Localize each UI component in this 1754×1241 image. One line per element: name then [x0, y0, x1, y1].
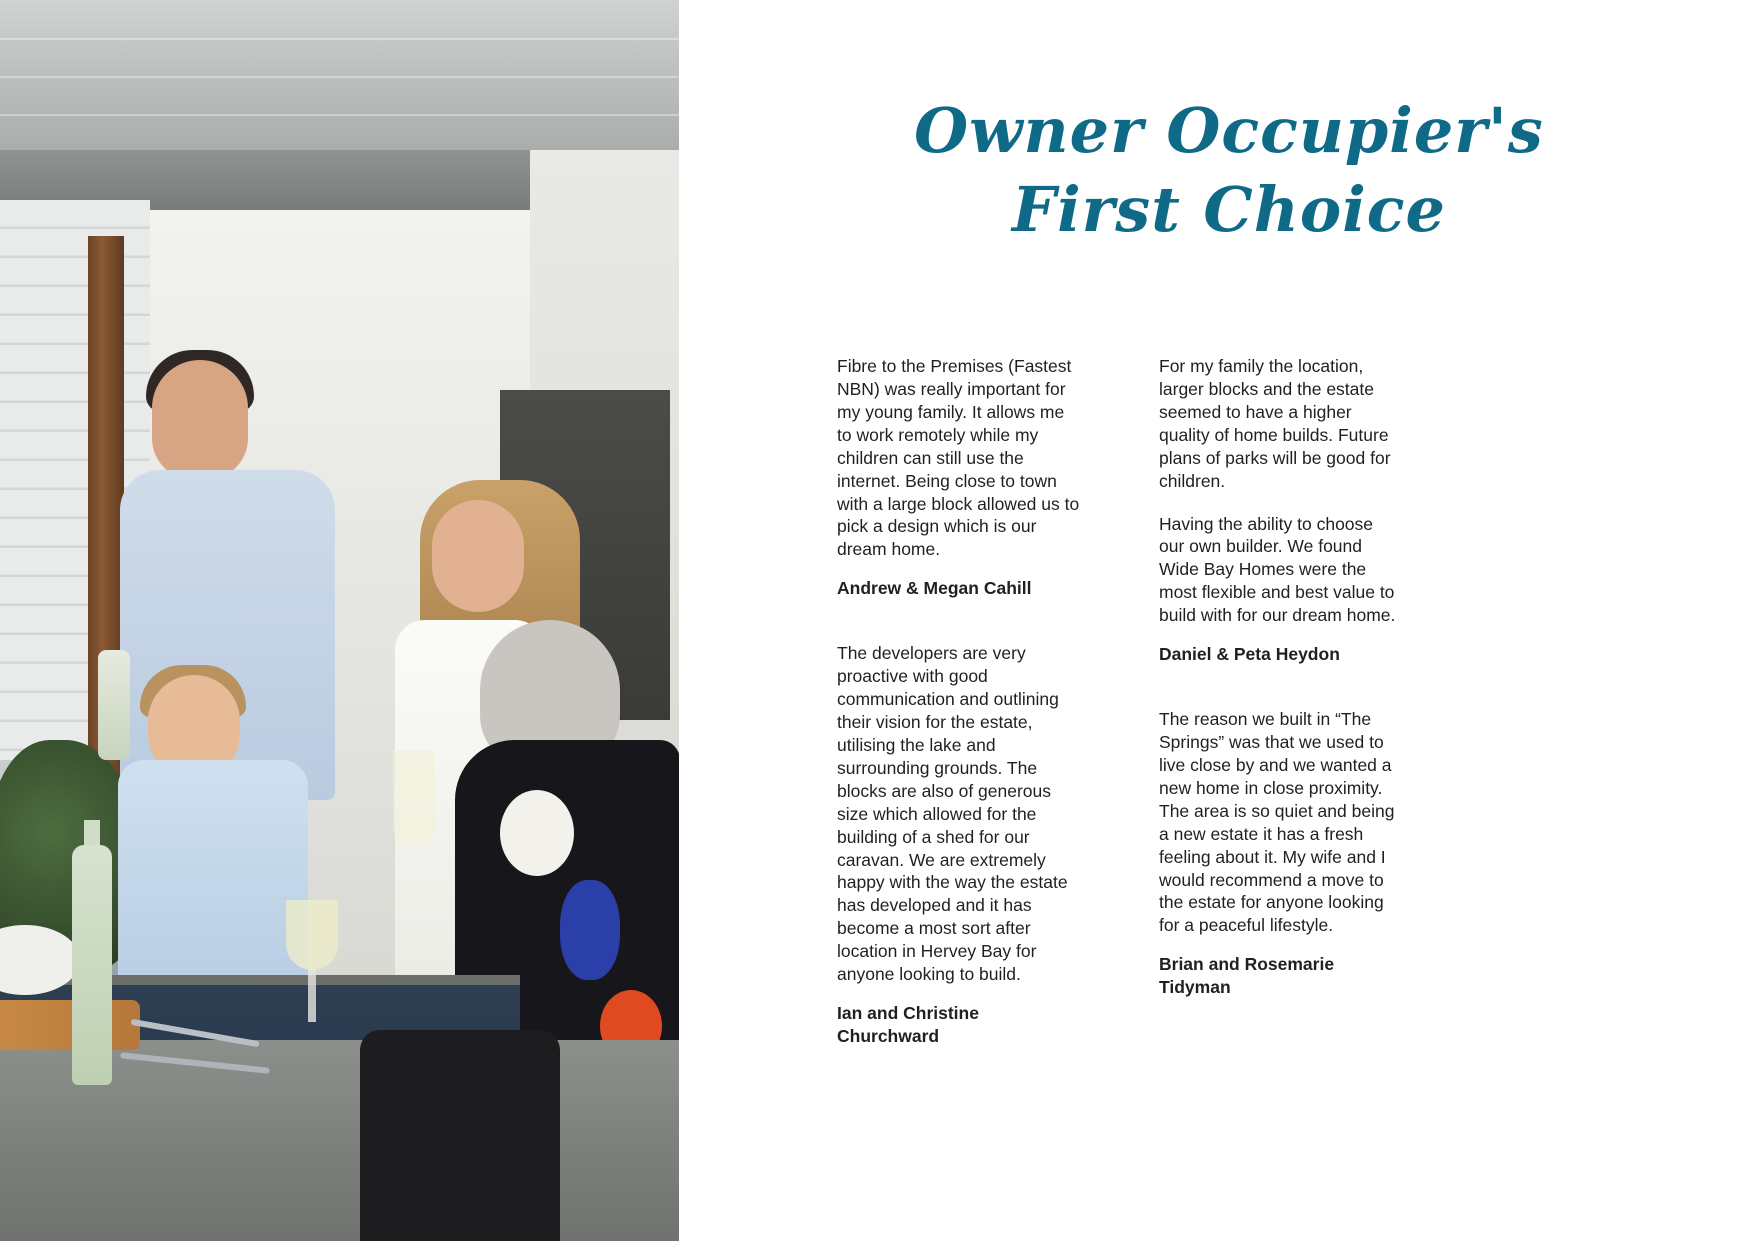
testimonial-attribution: Ian and Christine Churchward: [837, 1003, 979, 1046]
page-title-line-1: Owner Occupier's: [914, 94, 1544, 167]
testimonial-column-left: [837, 355, 1081, 1065]
testimonial-item: [837, 642, 1081, 1048]
testimonial-item: [837, 355, 1081, 600]
testimonial-attribution: Andrew & Megan Cahill: [837, 578, 1032, 599]
chair: [360, 1030, 560, 1241]
dress-pattern: [500, 790, 574, 876]
ceiling-line: [0, 114, 679, 116]
testimonial-column-right: [1159, 355, 1403, 1065]
page-title: [859, 94, 1599, 247]
testimonial-quote: The developers are very proactive with good communication and outlining their vision for the estate, utilising the lake and surrounding grounds. The blocks are also of generous size which allowed for the building of a shed for our caravan. We are extremely happy with the way the estate has developed and it has become a most sort after location in Hervey Bay for anyone looking to build.: [837, 643, 1068, 985]
testimonial-quote: For my family the location, larger blocks and the estate seemed to have a higher quality of home builds. Future plans of parks will be good for children.: [1159, 356, 1391, 491]
testimonial-quote: The reason we built in “The Springs” was that we used to live close by and we wanted a new home in close proximity. The area is so quiet and being a new estate it has a fresh feeling about it. My wife and I would recommend a move to the estate for anyone looking for a peaceful lifestyle.: [1159, 709, 1395, 936]
woman-head: [432, 500, 524, 612]
testimonial-item: [1159, 708, 1403, 999]
family-gathering-photo: [0, 0, 679, 1241]
man-head: [152, 360, 248, 480]
beer-bottle: [98, 650, 130, 760]
ceiling-line: [0, 76, 679, 78]
page-title-line-2: First Choice: [1012, 173, 1446, 247]
wine-glass: [286, 900, 338, 970]
testimonial-attribution: Brian and Rosemarie Tidyman: [1159, 954, 1335, 998]
testimonial-item: [1159, 355, 1403, 666]
testimonial-quote-continued: Having the ability to choose our own builder. We found Wide Bay Homes were the most flexible and best value to build with for our dream home.: [1159, 513, 1396, 626]
ceiling-line: [0, 38, 679, 40]
testimonials: [837, 355, 1567, 1065]
wine-glass-stem: [308, 968, 316, 1022]
wine-bottle: [72, 845, 112, 1085]
testimonial-quote: Fibre to the Premises (Fastest NBN) was really important for my young family. It allows me to work remotely while my children can still use the internet. Being close to town with a large block allowed us to pick a design which is our dream home.: [837, 356, 1080, 560]
champagne-glass: [393, 750, 435, 846]
testimonial-attribution: Daniel & Peta Heydon: [1159, 644, 1340, 665]
ceiling: [0, 0, 679, 150]
content-panel: [679, 0, 1754, 1241]
dress-pattern: [560, 880, 620, 980]
food-platter: [0, 1000, 140, 1050]
